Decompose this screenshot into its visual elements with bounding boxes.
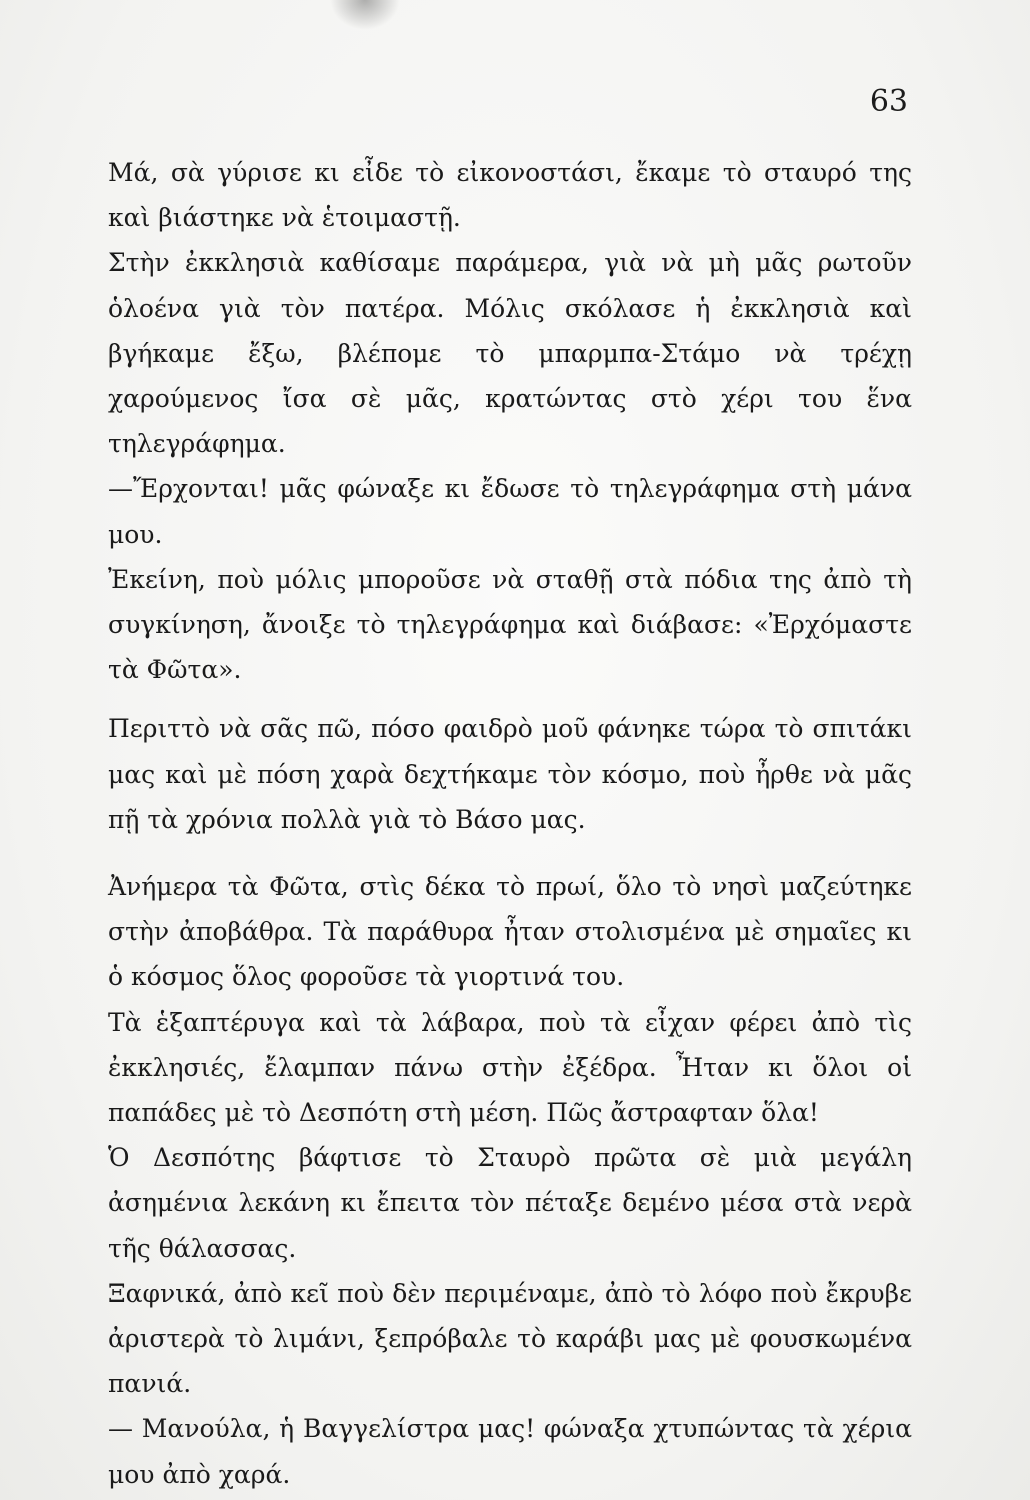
paragraph-2: Στὴν ἐκκλησιὰ καθίσαμε παράμερα, γιὰ νὰ μὴ μᾶς ρωτοῦν ὁλοένα γιὰ τὸν πατέρα. Μόλις σκόλασε ἡ ἐκκλησιὰ καὶ βγήκαμε ἔξω, βλέπομε τὸ μπαρμπα-Στάμο νὰ τρέχῃ χαρούμενος ἴσα σὲ μᾶς, κρατώντας στὸ χέρι του ἕνα τηλεγράφημα. — [108, 248, 912, 459]
paragraph-5: Περιττὸ νὰ σᾶς πῶ, πόσο φαιδρὸ μοῦ φάνηκε τώρα τὸ σπιτάκι μας καὶ μὲ πόση χαρὰ δεχτήκαμε τὸν κόσμο, ποὺ ἦρθε νὰ μᾶς πῇ τὰ χρόνια πολλὰ γιὰ τὸ Βάσο μας. — [108, 714, 912, 834]
page-number: 63 — [869, 84, 908, 119]
paragraph-8: Ὁ Δεσπότης βάφτισε τὸ Σταυρὸ πρῶτα σὲ μιὰ μεγάλη ἀσημένια λεκάνη κι ἔπειτα τὸν πέταξε δεμένο μέσα στὰ νερὰ τῆς θάλασσας. — [108, 1143, 912, 1263]
paragraph-6: Ἀνήμερα τὰ Φῶτα, στὶς δέκα τὸ πρωί, ὅλο τὸ νησὶ μαζεύτηκε στὴν ἀποβάθρα. Τὰ παράθυρα ἦταν στολισμένα μὲ σημαῖες κι ὁ κόσμος ὅλος φοροῦσε τὰ γιορτινά του. — [108, 872, 912, 992]
paragraph-1: Μά, σὰ γύρισε κι εἶδε τὸ εἰκονοστάσι, ἔκαμε τὸ σταυρό της καὶ βιάστηκε νὰ ἑτοιμαστῇ. — [108, 158, 912, 233]
paragraph-4: Ἐκείνη, ποὺ μόλις μποροῦσε νὰ σταθῇ στὰ πόδια της ἀπὸ τὴ συγκίνηση, ἄνοιξε τὸ τηλεγράφημα καὶ διάβασε: «Ἐρχόμαστε τὰ Φῶτα». — [108, 564, 912, 685]
paragraph-3: —Ἔρχονται! μᾶς φώναξε κι ἔδωσε τὸ τηλεγράφημα στὴ μάνα μου. — [108, 474, 912, 549]
page-body — [108, 150, 912, 1497]
paragraph-9: Ξαφνικά, ἀπὸ κεῖ ποὺ δὲν περιμέναμε, ἀπὸ τὸ λόφο ποὺ ἔκρυβε ἀριστερὰ τὸ λιμάνι, ξεπρόβαλε τὸ καράβι μας μὲ φουσκωμένα πανιά. — [108, 1278, 912, 1399]
paragraph-10: — Μανούλα, ἡ Βαγγελίστρα μας! φώναξα χτυπώντας τὰ χέρια μου ἀπὸ χαρά. — [108, 1414, 912, 1489]
paragraph-7: Τὰ ἑξαπτέρυγα καὶ τὰ λάβαρα, ποὺ τὰ εἶχαν φέρει ἀπὸ τὶς ἐκκλησιές, ἔλαμπαν πάνω στὴν ἐξέδρα. Ἦταν κι ὅλοι οἱ παπάδες μὲ τὸ Δεσπότη στὴ μέση. Πῶς ἄστραφταν ὅλα! — [108, 1007, 912, 1128]
scan-smudge — [330, 0, 400, 30]
